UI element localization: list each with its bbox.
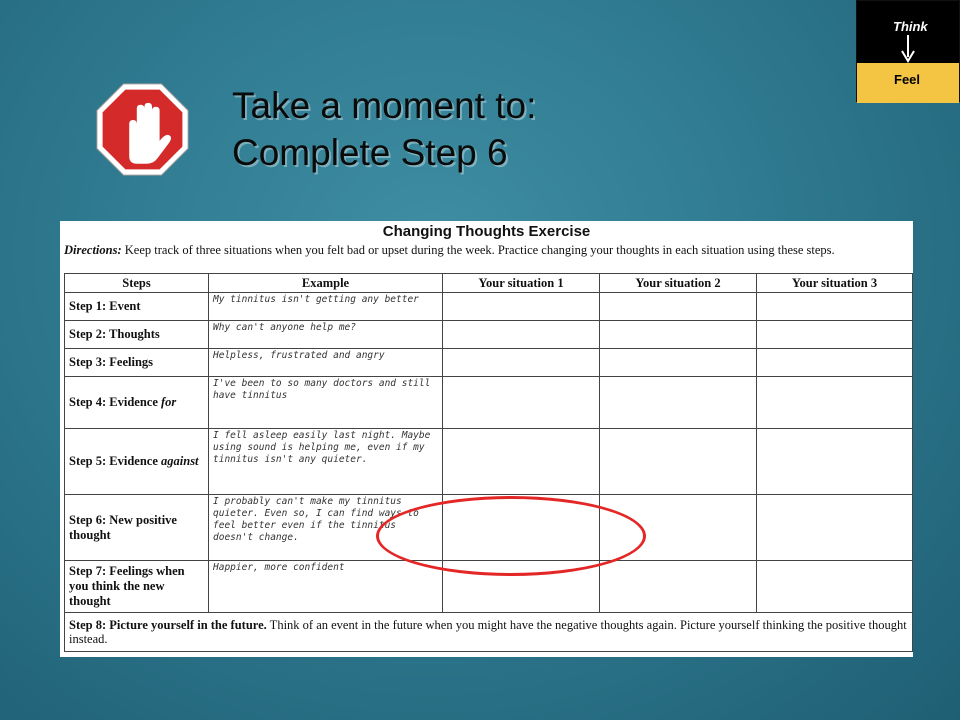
badge-think-section xyxy=(857,1,959,63)
situation-1-cell[interactable] xyxy=(443,429,600,495)
situation-2-cell[interactable] xyxy=(600,561,757,613)
situation-3-cell[interactable] xyxy=(757,429,913,495)
situation-3-cell[interactable] xyxy=(757,495,913,561)
table-row xyxy=(65,321,913,349)
situation-2-cell[interactable] xyxy=(600,321,757,349)
badge-feel-label: Feel xyxy=(894,72,921,87)
badge-feel-section xyxy=(857,63,959,103)
table-header-row xyxy=(65,274,913,293)
directions-label: Directions: xyxy=(64,243,122,257)
table-row-step-8 xyxy=(65,613,913,652)
arrow-down-icon xyxy=(901,35,915,63)
situation-2-cell[interactable] xyxy=(600,429,757,495)
situation-3-cell[interactable] xyxy=(757,561,913,613)
step-label xyxy=(65,377,209,429)
step-8-label: Step 8: Picture yourself in the future. xyxy=(69,618,267,632)
title-line-2: Complete Step 6 xyxy=(232,132,508,173)
header-situation-3: Your situation 3 xyxy=(757,274,913,293)
situation-3-cell[interactable] xyxy=(757,377,913,429)
situation-1-cell[interactable] xyxy=(443,293,600,321)
highlight-ellipse xyxy=(376,496,646,576)
step-label: Step 7: Feelings when you think the new thought xyxy=(65,561,209,613)
step-label: Step 2: Thoughts xyxy=(65,321,209,349)
title-line-1: Take a moment to: xyxy=(232,85,537,126)
example-cell: I probably can't make my tinnitus quieter. Even so, I can find ways to feel better even if the tinnitus doesn't change. xyxy=(209,495,443,561)
think-feel-badge xyxy=(856,0,960,102)
example-cell: My tinnitus isn't getting any better xyxy=(209,293,443,321)
step-label: Step 3: Feelings xyxy=(65,349,209,377)
table-row xyxy=(65,349,913,377)
step-label: Step 1: Event xyxy=(65,293,209,321)
example-cell: Happier, more confident xyxy=(209,561,443,613)
changing-thoughts-worksheet xyxy=(60,221,913,657)
situation-2-cell[interactable] xyxy=(600,293,757,321)
step-label-text: Step 4: Evidence xyxy=(69,395,162,409)
table-row xyxy=(65,429,913,495)
worksheet-title: Changing Thoughts Exercise xyxy=(382,223,591,240)
step-label-emphasis: for xyxy=(161,395,177,409)
header-steps: Steps xyxy=(65,274,209,293)
situation-1-cell[interactable] xyxy=(443,321,600,349)
worksheet-directions xyxy=(64,243,909,273)
badge-think-label: Think xyxy=(893,19,928,34)
step-label-emphasis: against xyxy=(161,454,199,468)
example-cell: Why can't anyone help me? xyxy=(209,321,443,349)
example-cell: I fell asleep easily last night. Maybe using sound is helping me, even if my tinnitus isn't any quieter. xyxy=(209,429,443,495)
situation-2-cell[interactable] xyxy=(600,377,757,429)
situation-3-cell[interactable] xyxy=(757,349,913,377)
table-row xyxy=(65,377,913,429)
step-8-text: Think of an event in the future when you might have the negative thoughts again. Picture yourself thinking the positive thought instead. xyxy=(69,618,907,646)
situation-3-cell[interactable] xyxy=(757,293,913,321)
header-example: Example xyxy=(209,274,443,293)
stop-hand-icon xyxy=(95,82,190,177)
step-label: Step 6: New positive thought xyxy=(65,495,209,561)
example-cell: I've been to so many doctors and still have tinnitus xyxy=(209,377,443,429)
header-situation-2: Your situation 2 xyxy=(600,274,757,293)
situation-1-cell[interactable] xyxy=(443,377,600,429)
header-situation-1: Your situation 1 xyxy=(443,274,600,293)
step-label-text: Step 5: Evidence xyxy=(69,454,162,468)
step-label xyxy=(65,429,209,495)
situation-2-cell[interactable] xyxy=(600,349,757,377)
slide-title xyxy=(232,82,536,176)
situation-3-cell[interactable] xyxy=(757,321,913,349)
directions-text: Keep track of three situations when you felt bad or upset during the week. Practice changing your thoughts in each situation using these steps. xyxy=(121,243,835,257)
steps-table xyxy=(64,273,913,652)
table-row xyxy=(65,293,913,321)
example-cell: Helpless, frustrated and angry xyxy=(209,349,443,377)
situation-1-cell[interactable] xyxy=(443,349,600,377)
step-8-cell xyxy=(65,613,913,652)
